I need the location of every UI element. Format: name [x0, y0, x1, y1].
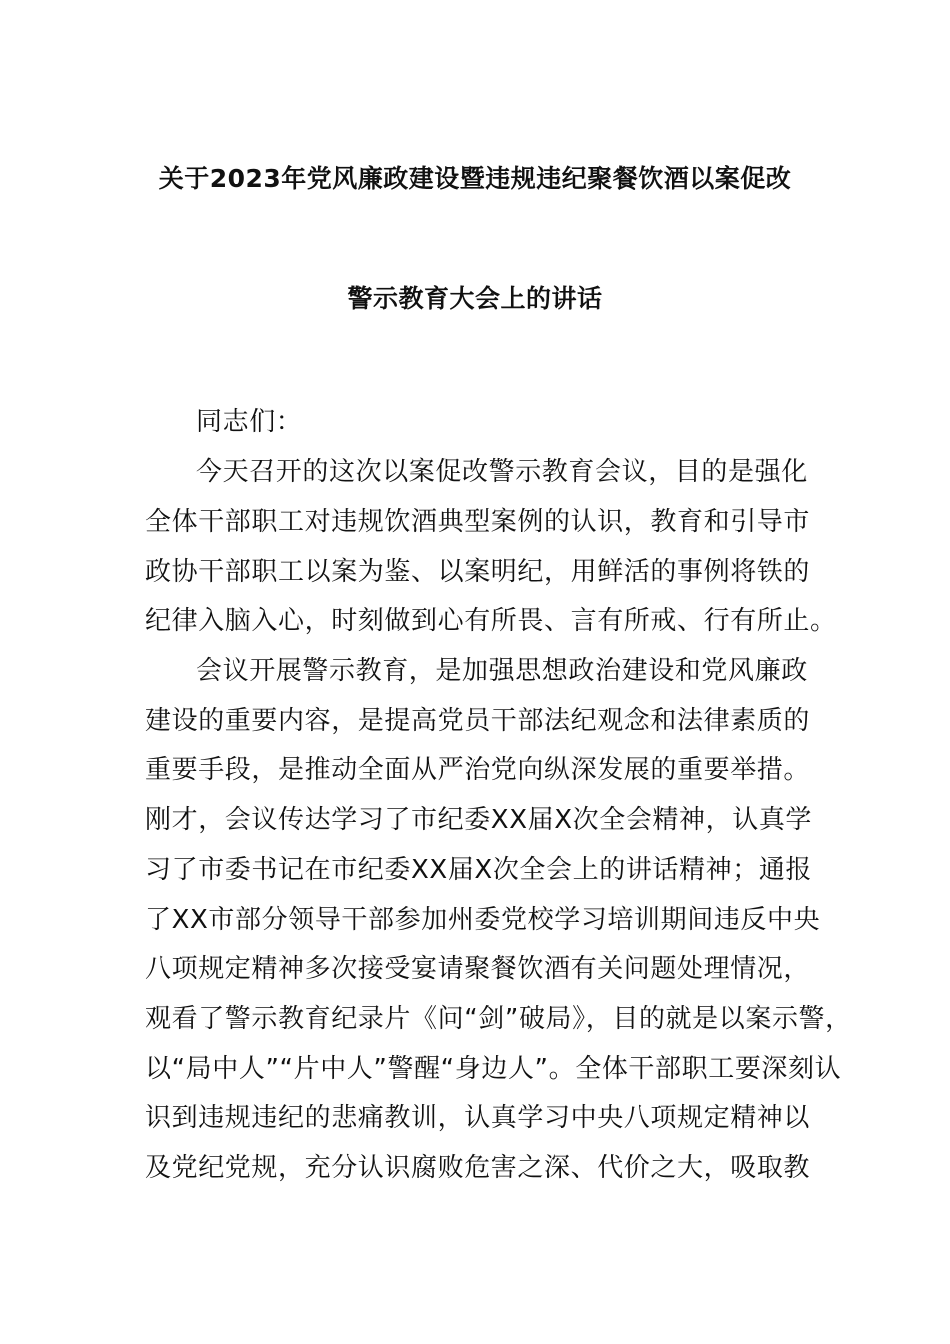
- paragraph-2-line-9: 以“局中人”“片中人”警醒“身边人”。全体干部职工要深刻认: [145, 1054, 842, 1084]
- paragraph-1-line-1: 今天召开的这次以案促改警示教育会议，目的是强化: [196, 457, 808, 487]
- paragraph-1-line-4: 纪律入脑入心，时刻做到心有所畏、言有所戒、行有所止。: [145, 606, 837, 636]
- paragraph-1-line-3: 政协干部职工以案为鉴、以案明纪，用鲜活的事例将铁的: [145, 557, 811, 587]
- paragraph-1-line-2: 全体干部职工对违规饮酒典型案例的认识，教育和引导市: [145, 507, 811, 537]
- paragraph-2-line-10: 识到违规违纪的悲痛教训，认真学习中央八项规定精神以: [145, 1103, 811, 1133]
- document-title-line-1: 关于2023年党风廉政建设暨违规违纪聚餐饮酒以案促改: [158, 164, 792, 193]
- document-title-line-2: 警示教育大会上的讲话: [347, 284, 603, 313]
- paragraph-2-line-3: 重要手段，是推动全面从严治党向纵深发展的重要举措。: [145, 755, 811, 785]
- paragraph-2-line-4: 刚才，会议传达学习了市纪委XX届X次全会精神，认真学: [145, 805, 813, 835]
- paragraph-2-line-1: 会议开展警示教育，是加强思想政治建设和党风廉政: [196, 656, 808, 686]
- paragraph-2-line-5: 习了市委书记在市纪委XX届X次全会上的讲话精神；通报: [145, 855, 813, 885]
- paragraph-2-line-6: 了XX市部分领导干部参加州委党校学习培训期间违反中央: [145, 905, 821, 935]
- paragraph-2-line-8: 观看了警示教育纪录片《问“剑”破局》，目的就是以案示警，: [145, 1004, 852, 1034]
- paragraph-2-line-11: 及党纪党规，充分认识腐败危害之深、代价之大，吸取教: [145, 1153, 811, 1183]
- paragraph-2-line-2: 建设的重要内容，是提高党员干部法纪观念和法律素质的: [145, 706, 811, 736]
- salutation: 同志们：: [196, 407, 303, 437]
- paragraph-2-line-7: 八项规定精神多次接受宴请聚餐饮酒有关问题处理情况，: [145, 954, 811, 984]
